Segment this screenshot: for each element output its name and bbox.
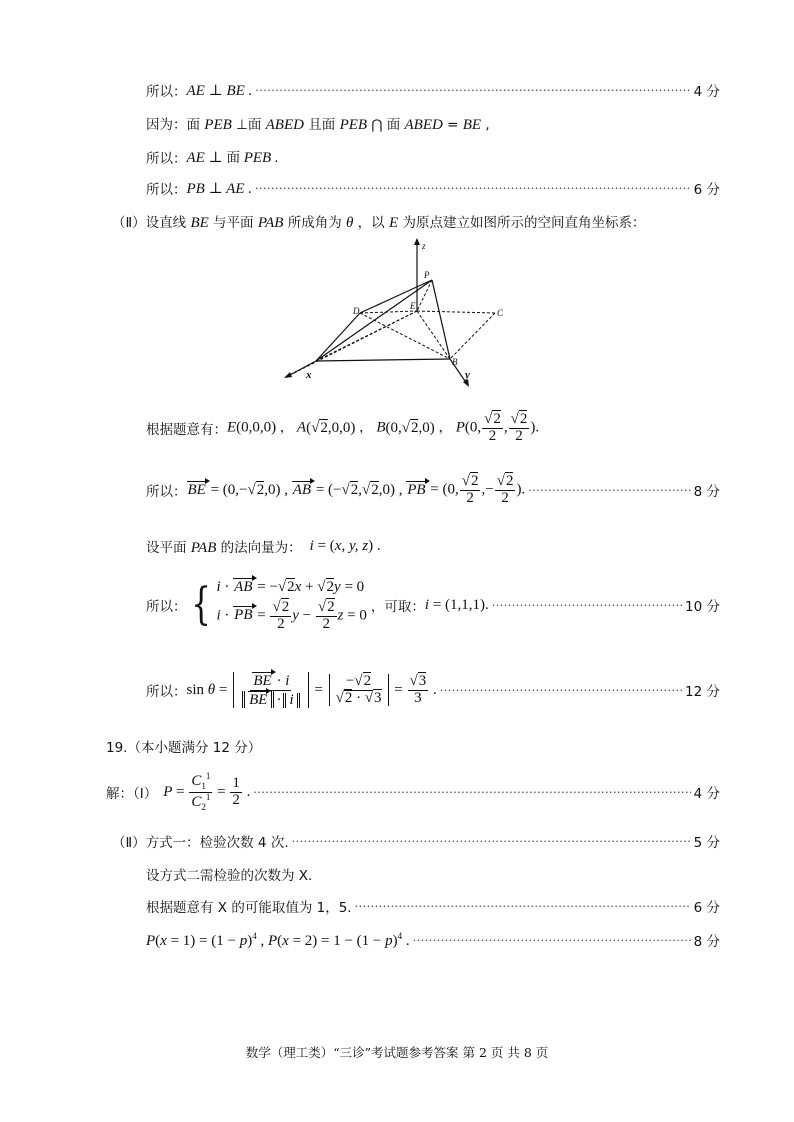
label-x: x [306, 369, 312, 381]
edge-p-b [432, 280, 450, 359]
equation-system [217, 578, 367, 633]
label-e: E [410, 301, 416, 311]
page-footer: 数学（理工类）“三诊”考试题参考答案 第 2 页 共 8 页 [245, 1045, 549, 1060]
score-label: 8 分 [693, 934, 720, 950]
line-prefix: 所以： [146, 484, 187, 501]
score-label: 6 分 [693, 900, 720, 916]
line-prefix: 所以： [146, 599, 187, 615]
line-part-i-probability [106, 768, 720, 816]
line-ae-perp-plane [146, 146, 279, 167]
math-expression: i = (1,1,1). [424, 596, 489, 613]
z-axis-arrow-icon [414, 238, 420, 245]
leader-dots [440, 684, 682, 697]
line-distribution [146, 930, 720, 950]
math-expression: sin θ = BE · i BE · i = $\frac{-√2}{√2 \cdot √3}$ = $\frac{√3}{3}$ . [186, 672, 437, 708]
math-expression: E(0,0,0) ， A(√2,0,0) ， B(0,√2,0) ， P(0, $\frac{√2}{2}$ , $\frac{√2}{2}$ ). [227, 411, 540, 444]
line-pb-perp-ae [146, 178, 720, 198]
line-equation-system [146, 572, 720, 638]
line-text: 根据题意有 X 的可能取值为 1，5. [146, 900, 352, 916]
leader-dots [255, 84, 690, 97]
line-because [146, 113, 490, 134]
line-prefix: 所以： [146, 150, 187, 167]
edge-d-b [360, 313, 450, 359]
edge-a-b [316, 359, 450, 361]
line-sin-theta [146, 660, 720, 720]
math-expression: BE = (0,−√2,0) , AB = (−√2,√2,0) , PB = (0, $\frac{√2}{2}$ ,− $\frac{√2}{2}$ ). [187, 473, 526, 506]
math-expression: P = $\frac{C_1^1}{C_2^1}$ = $\frac{1}{2}$ . [163, 771, 251, 812]
line-text: （Ⅱ）设直线 BE 与平面 PAB 所成角为 θ ，以 E 为原点建立如图所示的空间直角坐标系： [112, 215, 646, 231]
line-text: 设方式二需检验的次数为 X. [146, 868, 313, 884]
leader-dots [528, 484, 690, 497]
line-method-one [112, 831, 720, 851]
edge-e-c [417, 311, 495, 313]
line-prefix: 根据题意有： [146, 422, 227, 439]
label-p: P [424, 270, 430, 280]
score-label: 5 分 [693, 835, 720, 851]
score-label: 8 分 [693, 484, 720, 501]
line-prefix: 所以： [146, 684, 187, 700]
leader-dots [355, 900, 691, 913]
line-vectors [146, 474, 720, 507]
leader-dots [253, 786, 690, 799]
coordinate-figure [280, 236, 520, 396]
line-normal-vector [146, 536, 381, 557]
line-text: （Ⅱ）方式一：检验次数 4 次. [112, 835, 289, 851]
system-brace: { [190, 579, 211, 630]
label-z: z [422, 241, 426, 251]
math-expression: $P(x = 1) = (1 - p)^4$ , $P(x = 2) = 1 - (1 - p)^4$ . [146, 930, 410, 949]
score-label: 4 分 [693, 84, 720, 100]
leader-dots [255, 182, 691, 195]
x-axis-arrow-icon [284, 372, 292, 378]
label-d: D [353, 306, 360, 316]
line-coordinates [146, 412, 539, 445]
line-possible-values [146, 896, 720, 916]
line-prefix: 所以： [146, 84, 187, 100]
equation-2: i · PB = $\frac{√2}{2}$ y − $\frac{√2}{2}$ z = 0 [216, 598, 367, 632]
leader-dots [492, 599, 682, 612]
edge-d-e [360, 311, 417, 313]
label-y: y [465, 369, 470, 381]
score-label: 4 分 [693, 786, 720, 802]
line-method-two-setup [146, 864, 312, 884]
score-label: 6 分 [693, 182, 720, 198]
line-text: 因为：面 PEB ⊥面 ABED 且面 PEB ⋂ 面 ABED = BE , [146, 117, 490, 133]
score-label: 10 分 [685, 599, 720, 615]
edge-p-d [360, 280, 432, 313]
line-prefix: 解：（Ⅰ） [106, 786, 158, 802]
edge-a-e [316, 311, 417, 361]
math-expression: i = (x, y, z) . [309, 538, 381, 554]
question-title-text: 19.（本小题满分 12 分） [106, 740, 262, 756]
equation-1: i · AB = −√2x + √2y = 0 [216, 578, 365, 595]
question-19-title [106, 736, 261, 756]
math-expression: AE ⊥ BE . [186, 82, 253, 99]
leader-dots [292, 835, 691, 848]
math-expression: PB ⊥ AE . [186, 180, 252, 197]
leader-dots [413, 934, 691, 947]
take-label: ，可取： [370, 599, 425, 615]
label-b: B [452, 357, 458, 367]
line-ae-perp-be [146, 80, 720, 100]
math-expression: AE ⊥ 面 PEB . [186, 150, 279, 166]
line-part-ii-setup [112, 211, 645, 232]
edge-c-b [450, 313, 495, 359]
label-c: C [497, 308, 504, 318]
line-text: 设平面 PAB 的法向量为： [146, 540, 302, 556]
line-prefix: 所以： [146, 182, 187, 198]
score-label: 12 分 [685, 684, 720, 700]
edge-d-a [316, 313, 360, 361]
